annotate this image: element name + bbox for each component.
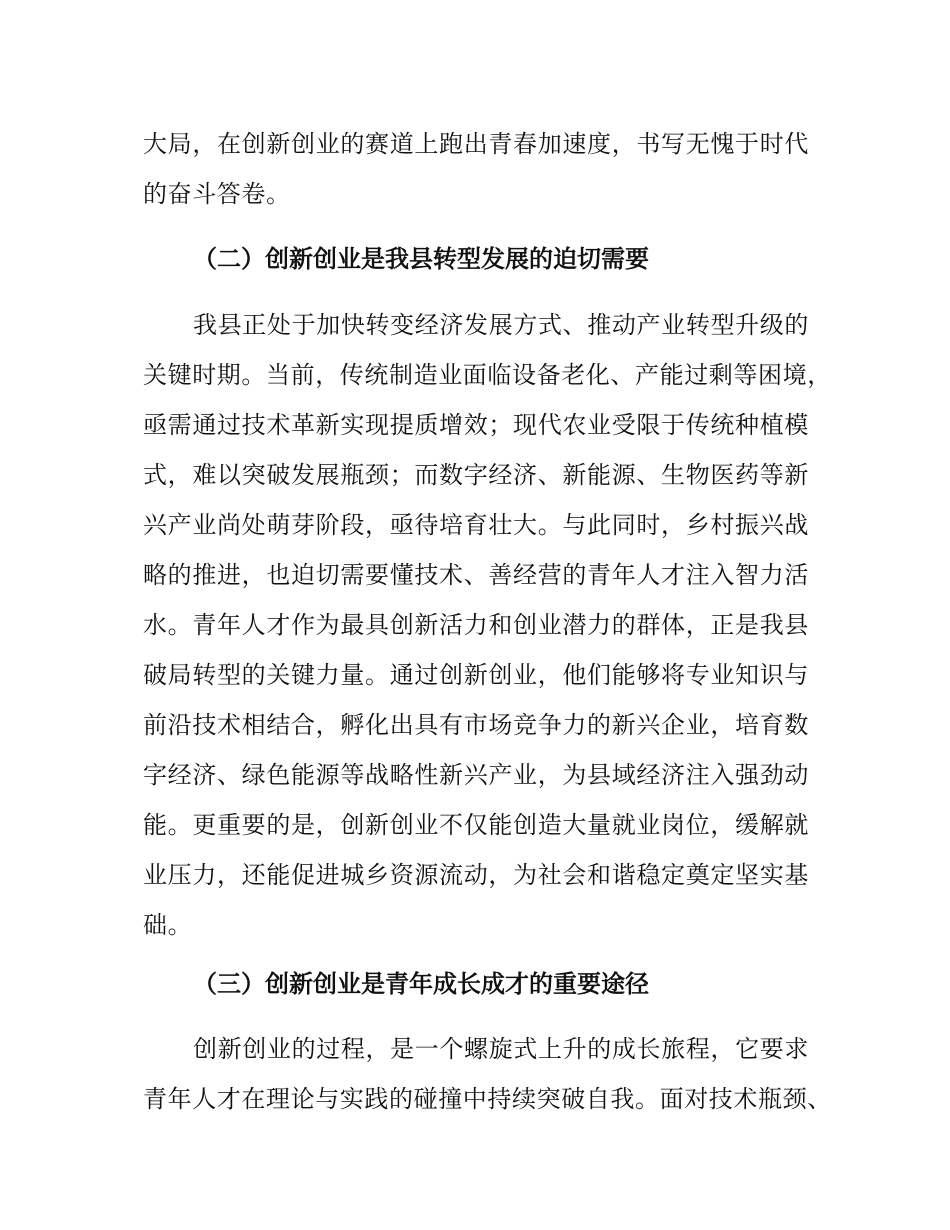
paragraph-line: 我县正处于加快转变经济发展方式、推动产业转型升级的: [193, 311, 809, 339]
paragraph-line: 础。: [143, 911, 193, 939]
paragraph-line: 关键时期。当前，传统制造业面临设备老化、产能过剩等困境，: [143, 361, 832, 389]
paragraph-line: 业压力，还能促进城乡资源流动，为社会和谐稳定奠定坚实基: [143, 861, 809, 889]
paragraph-line: 创新创业的过程，是一个螺旋式上升的成长旅程，它要求: [193, 1035, 809, 1063]
paragraph-line: 字经济、绿色能源等战略性新兴产业，为县域经济注入强劲动: [143, 761, 809, 789]
paragraph-line: 青年人才在理论与实践的碰撞中持续突破自我。面对技术瓶颈、: [143, 1085, 832, 1113]
paragraph-line: 的奋斗答卷。: [143, 180, 291, 208]
paragraph-line: 破局转型的关键力量。通过创新创业，他们能够将专业知识与: [143, 661, 809, 689]
paragraph-line: 式，难以突破发展瓶颈；而数字经济、新能源、生物医药等新: [143, 461, 809, 489]
paragraph-line: 能。更重要的是，创新创业不仅能创造大量就业岗位，缓解就: [143, 811, 809, 839]
paragraph-line: 前沿技术相结合，孵化出具有市场竞争力的新兴企业，培育数: [143, 711, 809, 739]
section-heading-2: （二）创新创业是我县转型发展的迫切需要: [193, 245, 649, 273]
paragraph-line: 亟需通过技术革新实现提质增效；现代农业受限于传统种植模: [143, 411, 809, 439]
paragraph-line: 兴产业尚处萌芽阶段，亟待培育壮大。与此同时，乡村振兴战: [143, 511, 809, 539]
section-heading-3: （三）创新创业是青年成长成才的重要途径: [193, 970, 649, 998]
paragraph-line: 水。青年人才作为最具创新活力和创业潜力的群体，正是我县: [143, 611, 809, 639]
paragraph-line: 大局，在创新创业的赛道上跑出青春加速度，书写无愧于时代: [143, 130, 809, 158]
paragraph-line: 略的推进，也迫切需要懂技术、善经营的青年人才注入智力活: [143, 561, 809, 589]
